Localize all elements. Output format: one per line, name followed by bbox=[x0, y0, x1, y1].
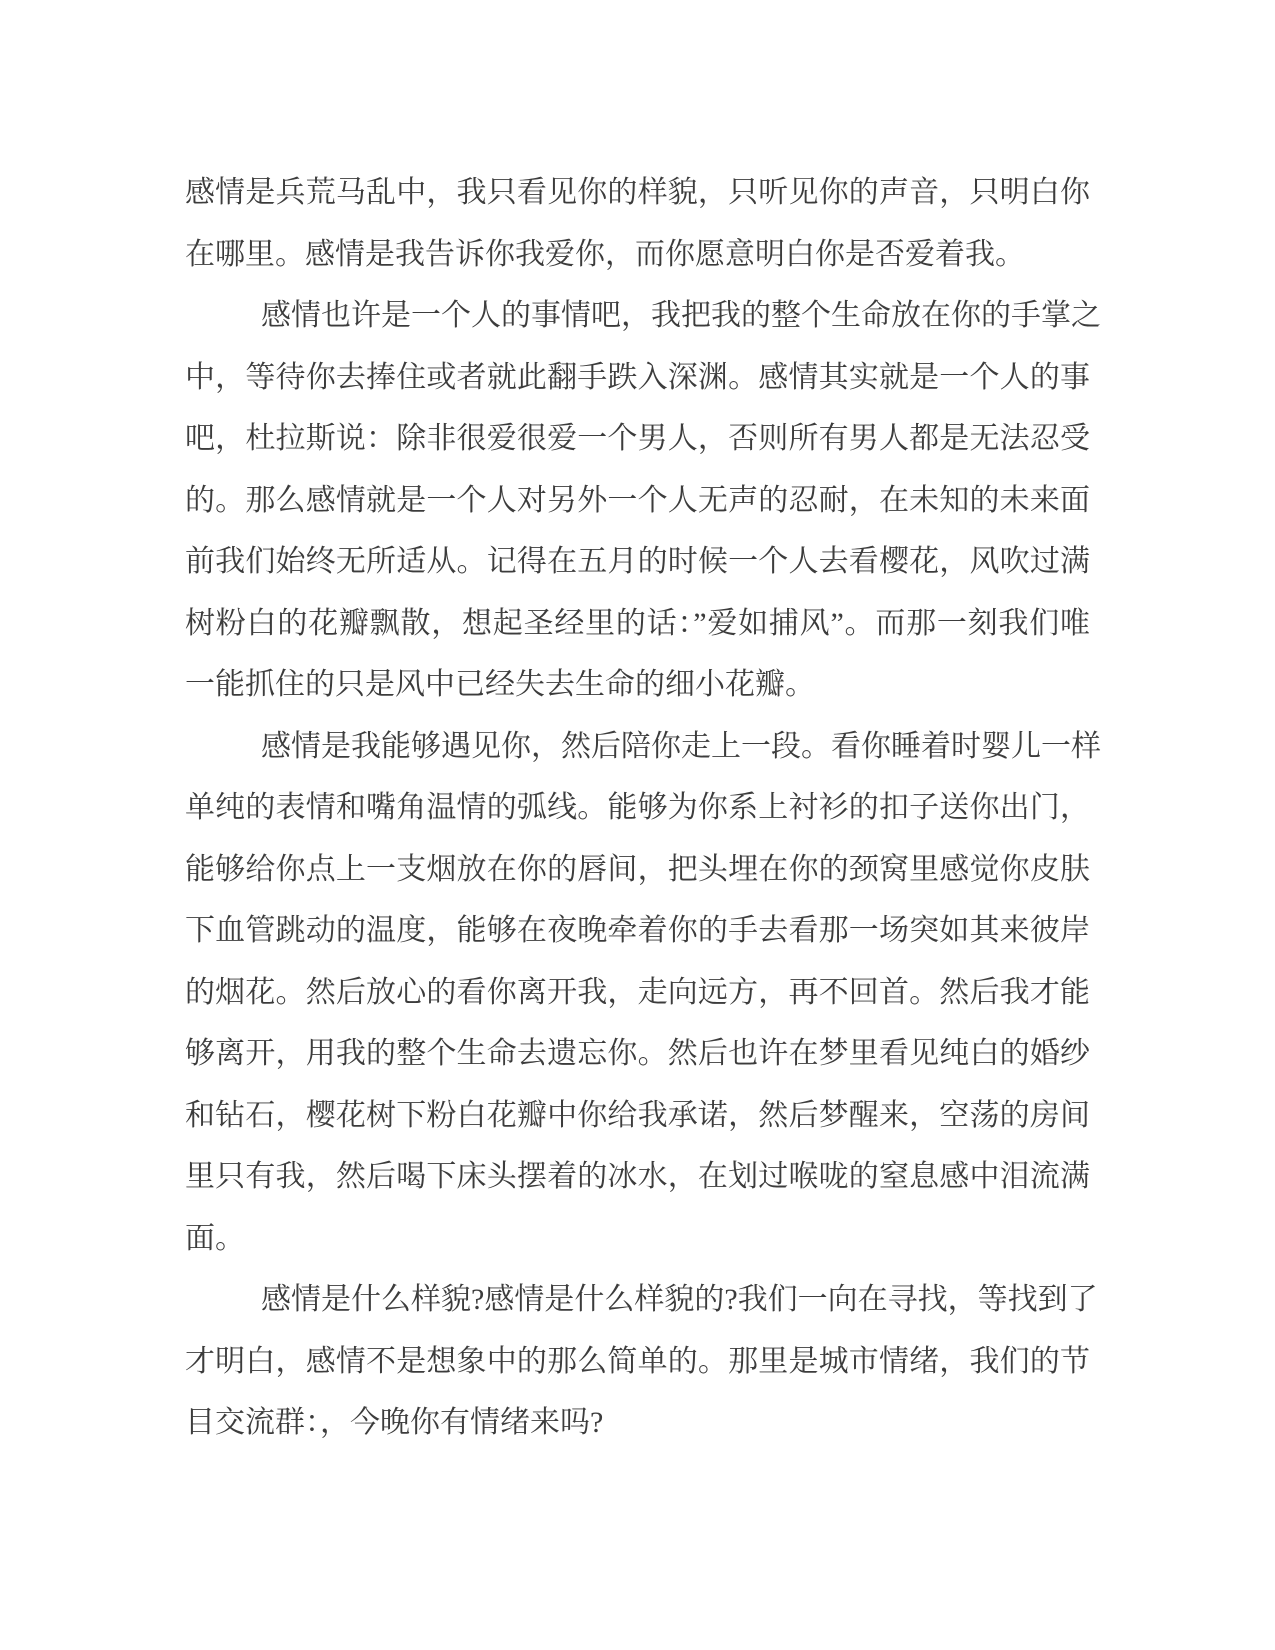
text-line: 感情是我能够遇见你，然后陪你走上一段。看你睡着时婴儿一样 bbox=[261, 729, 1101, 763]
text-line: 面。 bbox=[185, 1221, 245, 1255]
text-line: 中，等待你去捧住或者就此翻手跌入深渊。感情其实就是一个人的事 bbox=[185, 360, 1090, 394]
text-line: 吧，杜拉斯说：除非很爱很爱一个男人，否则所有男人都是无法忍受 bbox=[185, 422, 1090, 455]
text-line: 的烟花。然后放心的看你离开我，走向远方，再不回首。然后我才能 bbox=[185, 975, 1090, 1009]
text-line: 和钻石，樱花树下粉白花瓣中你给我承诺，然后梦醒来，空荡的房间 bbox=[185, 1098, 1090, 1132]
text-line: 的。那么感情就是一个人对另外一个人无声的忍耐，在未知的未来面 bbox=[185, 483, 1090, 517]
text-line: 才明白，感情不是想象中的那么简单的。那里是城市情绪，我们的节 bbox=[185, 1344, 1090, 1378]
paragraph bbox=[185, 716, 1101, 1270]
paragraph bbox=[185, 1269, 1098, 1454]
document-text-block bbox=[185, 162, 1101, 1454]
paragraph bbox=[185, 162, 1090, 285]
text-line: 单纯的表情和嘴角温情的弧线。能够为你系上衬衫的扣子送你出门， bbox=[185, 791, 1090, 824]
text-line: 里只有我，然后喝下床头摆着的冰水，在划过喉咙的窒息感中泪流满 bbox=[185, 1160, 1090, 1193]
text-line: 树粉白的花瓣飘散，想起圣经里的话：”爱如捕风”。而那一刻我们唯 bbox=[185, 606, 1090, 640]
text-line: 在哪里。感情是我告诉你我爱你，而你愿意明白你是否爱着我。 bbox=[185, 237, 1025, 271]
text-line: 能够给你点上一支烟放在你的唇间，把头埋在你的颈窝里感觉你皮肤 bbox=[185, 852, 1090, 886]
text-line: 够离开，用我的整个生命去遗忘你。然后也许在梦里看见纯白的婚纱 bbox=[185, 1037, 1090, 1070]
text-line: 感情是兵荒马乱中，我只看见你的样貌，只听见你的声音，只明白你 bbox=[185, 176, 1090, 209]
text-line: 目交流群：，今晚你有情绪来吗? bbox=[185, 1406, 604, 1439]
paragraph bbox=[185, 285, 1101, 716]
text-line: 前我们始终无所适从。记得在五月的时候一个人去看樱花，风吹过满 bbox=[185, 545, 1090, 578]
text-line: 感情是什么样貌?感情是什么样貌的?我们一向在寻找，等找到了 bbox=[261, 1283, 1098, 1316]
text-line: 感情也许是一个人的事情吧，我把我的整个生命放在你的手掌之 bbox=[261, 299, 1101, 332]
text-line: 下血管跳动的温度，能够在夜晚牵着你的手去看那一场突如其来彼岸 bbox=[185, 914, 1090, 947]
text-line: 一能抓住的只是风中已经失去生命的细小花瓣。 bbox=[185, 668, 815, 701]
